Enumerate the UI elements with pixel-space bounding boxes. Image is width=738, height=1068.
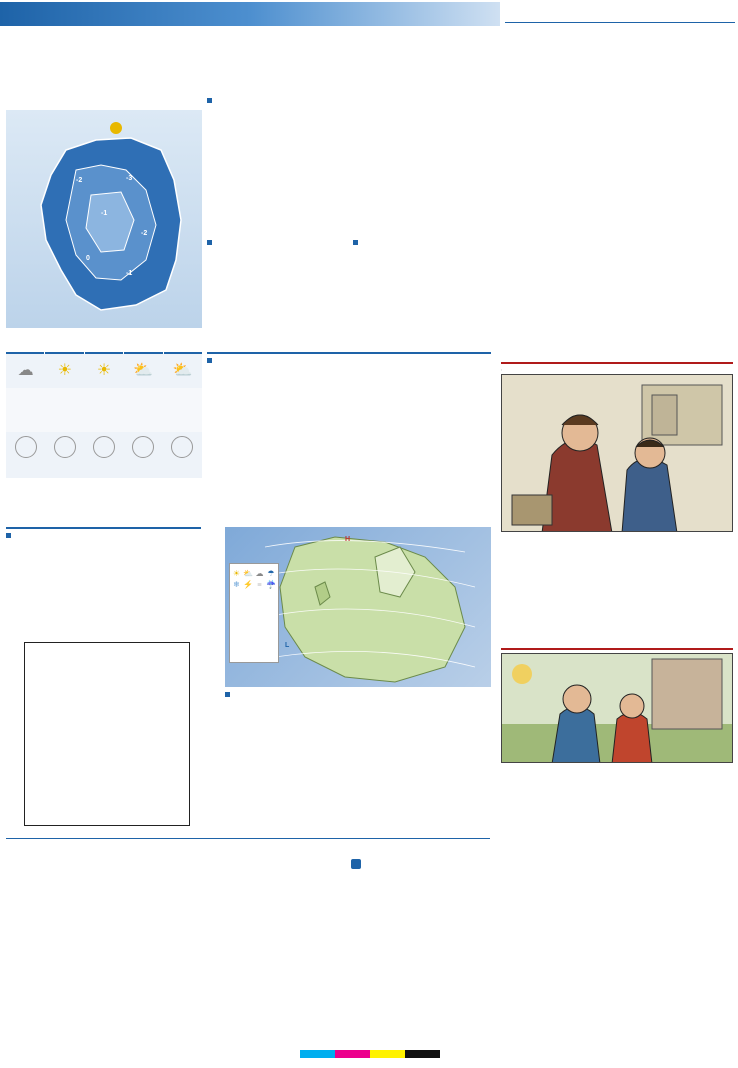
tom-rule: [501, 648, 733, 650]
martha-section: [501, 96, 733, 358]
wind-compass-icon: [171, 436, 193, 458]
sallie-section: [501, 362, 733, 644]
section-banner: [0, 2, 500, 26]
forecast-panel: [6, 352, 202, 502]
nederland-col-1: [207, 108, 298, 234]
comic-drawing: [502, 375, 733, 532]
fog-icon: ≡: [257, 580, 262, 589]
erdee-logo: [351, 859, 481, 869]
martha-col-2: [620, 100, 733, 342]
martha-col-1: [501, 100, 614, 342]
partly-cloudy-icon: ⛅: [172, 362, 193, 379]
europe-map: [225, 527, 491, 687]
crossword-grid: [24, 642, 190, 826]
nederland-col-2: [304, 108, 395, 234]
europa-rule: [207, 352, 491, 354]
registration-bar: [300, 1050, 440, 1058]
wind-compass-icon: [93, 436, 115, 458]
sallie-rule: [501, 362, 733, 364]
nederland-section: [207, 96, 491, 346]
svg-text:0: 0: [86, 255, 90, 262]
shower-icon: ☔: [266, 580, 276, 589]
sallie-illustration: [501, 374, 733, 532]
europa-col-1: [207, 371, 298, 481]
zon-header: [353, 240, 491, 246]
puzzel-rule: [6, 527, 201, 529]
wind-compass-icon: [15, 436, 37, 458]
snow-icon: ❄: [233, 580, 240, 589]
nederland-col-3: [400, 108, 491, 234]
wind-compass-icon: [54, 436, 76, 458]
sallie-byline-row: ,: [501, 367, 503, 371]
storm-icon: ⚡: [243, 580, 253, 589]
svg-text:-2: -2: [76, 177, 83, 184]
sallie-text-1: [501, 536, 614, 616]
svg-text:-2: -2: [141, 230, 148, 237]
sun-icon: ☀: [57, 362, 72, 379]
rain-icon: ☂: [267, 569, 275, 578]
weather-section: [6, 96, 202, 521]
svg-text:-1: -1: [101, 210, 108, 217]
tom-illustration: [501, 653, 733, 763]
svg-text:-1: -1: [126, 270, 133, 277]
puzzel-horizontaal: [6, 550, 98, 552]
cloud-icon: ☁: [255, 569, 264, 578]
partly-cloudy-icon: ⛅: [243, 569, 253, 578]
svg-text:-3: -3: [126, 175, 133, 182]
puzzel-header: [6, 531, 202, 540]
masthead: [0, 0, 738, 30]
europa-col-2: [304, 368, 395, 518]
weather-map: [6, 110, 202, 328]
snow-cloud-icon: ☁: [17, 362, 34, 379]
tom-section: [501, 648, 733, 948]
colofon: [6, 838, 490, 918]
weather-reports: [225, 692, 491, 834]
sallie-text-2: [620, 536, 733, 616]
sun-icon: ☀: [232, 569, 241, 578]
wind-compass-icon: [132, 436, 154, 458]
partly-cloudy-icon: ⛅: [133, 362, 154, 379]
sun-icon: ☀: [96, 362, 112, 379]
erdee-logo-icon: [351, 859, 361, 869]
europa-section: [207, 352, 491, 524]
svg-text:L: L: [285, 642, 290, 649]
hoogwater-header: [207, 240, 345, 246]
europa-header: [207, 356, 491, 365]
netherlands-map: [6, 110, 202, 328]
europa-col-3: [400, 368, 491, 518]
europe-legend: [229, 563, 279, 663]
svg-text:H: H: [345, 536, 351, 543]
tom-drawing: [502, 654, 733, 763]
reports-header: [225, 692, 491, 698]
masthead-rule: [505, 22, 735, 23]
nederland-header: [207, 96, 491, 105]
